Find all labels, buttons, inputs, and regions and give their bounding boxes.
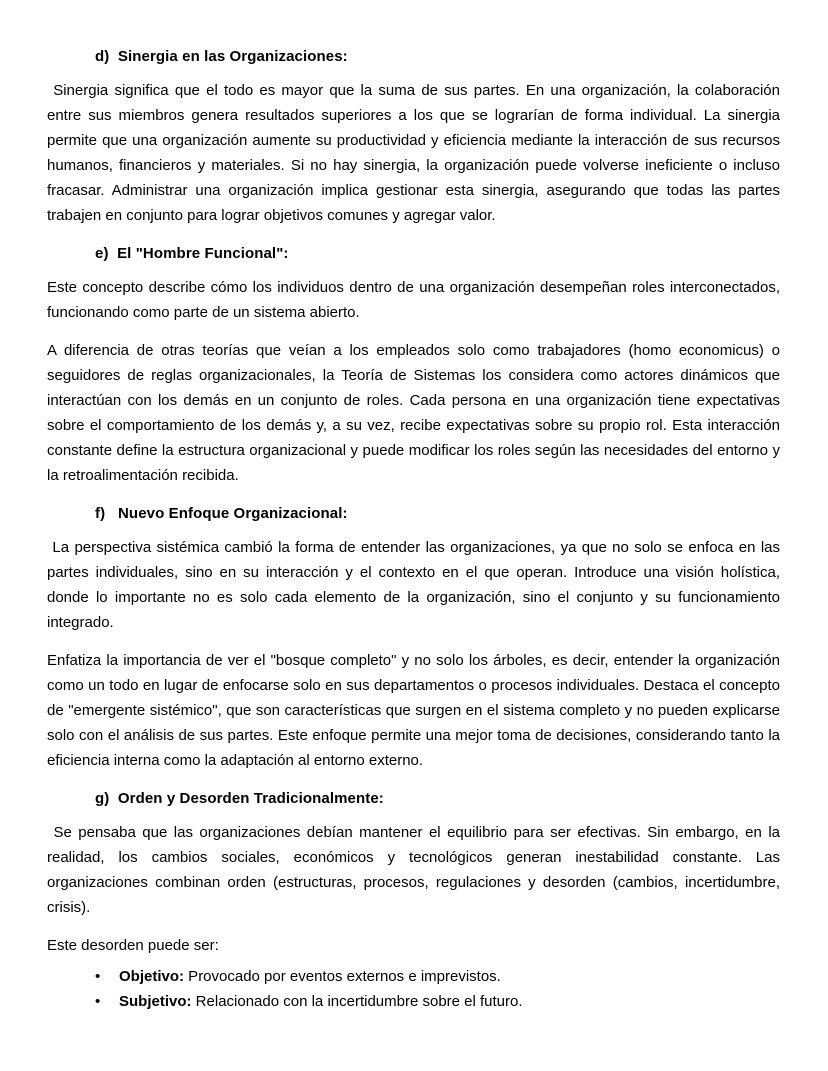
list-item	[95, 964, 780, 989]
section-heading-g: g) Orden y Desorden Tradicionalmente:	[95, 790, 384, 807]
list-item-label: Objetivo:	[119, 968, 185, 985]
list-item	[95, 989, 780, 1014]
section-heading-d: d) Sinergia en las Organizaciones:	[95, 48, 348, 65]
section-heading-e: e) El "Hombre Funcional":	[95, 245, 289, 262]
section-e-paragraph-1: Este concepto describe cómo los individuos dentro de una organización desempeñan roles interconectados, funcionando como parte de un sistema abierto.	[47, 279, 785, 321]
section-heading-f: f) Nuevo Enfoque Organizacional:	[95, 505, 348, 522]
list-item-text: Provocado por eventos externos e imprevistos.	[184, 968, 501, 985]
section-f-paragraph-2: Enfatiza la importancia de ver el "bosque completo" y no solo los árboles, es decir, entender la organización como un todo en lugar de enfocarse solo en sus departamentos o procesos individuales. Destaca el concepto de "emergente sistémico", que son características que surgen en el sistema completo y no pueden explicarse solo con el análisis de sus partes. Este enfoque permite una mejor toma de decisiones, considerando tanto la eficiencia interna como la adaptación al entorno externo.	[47, 652, 785, 769]
section-g-paragraph-1: Se pensaba que las organizaciones debían mantener el equilibrio para ser efectivas. Sin embargo, en la realidad, los cambios sociales, económicos y tecnológicos generan inestabilidad constante. Las organizaciones combinan orden (estructuras, procesos, regulaciones y desorden (cambios, incertidumbre, crisis).	[47, 824, 785, 916]
document-body	[47, 44, 785, 1014]
list-intro-text: Este desorden puede ser:	[47, 937, 219, 954]
section-d-paragraph-1: Sinergia significa que el todo es mayor que la suma de sus partes. En una organización, la colaboración entre sus miembros genera resultados superiores a los que se lograrían de forma individual. La sinergia permite que una organización aumente su productividad y eficiencia mediante la interacción de sus recursos humanos, financieros y materiales. Si no hay sinergia, la organización puede volverse ineficiente o incluso fracasar. Administrar una organización implica gestionar esta sinergia, asegurando que todas las partes trabajen en conjunto para lograr objetivos comunes y agregar valor.	[47, 82, 785, 224]
list-item-label: Subjetivo:	[119, 993, 192, 1010]
section-e-paragraph-2: A diferencia de otras teorías que veían a los empleados solo como trabajadores (homo economicus) o seguidores de reglas organizacionales, la Teoría de Sistemas los considera como actores dinámicos que interactúan con los demás en un conjunto de roles. Cada persona en una organización tiene expectativas sobre el comportamiento de los demás y, a su vez, recibe expectativas sobre su propio rol. Esta interacción constante define la estructura organizacional y puede modificar los roles según las necesidades del entorno y la retroalimentación recibida.	[47, 342, 785, 484]
bullet-icon: •	[95, 993, 101, 1010]
list-item-text: Relacionado con la incertidumbre sobre el futuro.	[191, 993, 523, 1010]
section-f-paragraph-1: La perspectiva sistémica cambió la forma de entender las organizaciones, ya que no solo se enfoca en las partes individuales, sino en su interacción y el contexto en el que operan. Introduce una visión holística, donde lo importante no es solo cada elemento de la organización, sino el conjunto y su funcionamiento integrado.	[47, 539, 785, 631]
bullet-icon: •	[95, 968, 101, 985]
disorder-type-list	[47, 964, 780, 1014]
